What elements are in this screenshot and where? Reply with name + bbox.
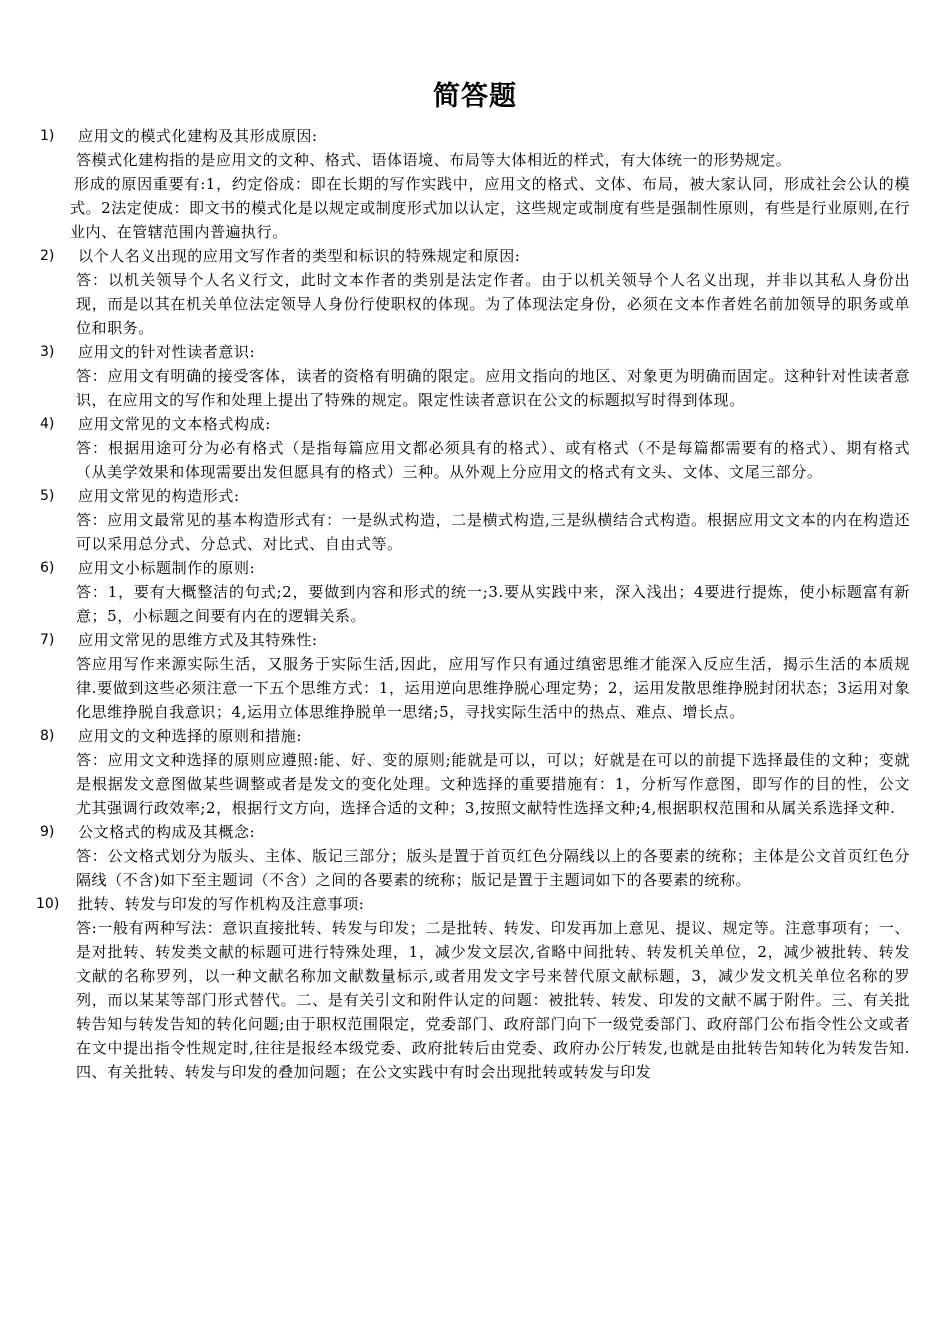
answer-block: [38, 916, 910, 1084]
qa-item: [38, 244, 910, 340]
question-line: [38, 820, 910, 844]
answer-block: [38, 364, 910, 412]
question-number: 9): [40, 824, 55, 840]
answer-paragraph: 答：应用文最常见的基本构造形式有：一是纵式构造，二是横式构造,三是纵横结合式构造。根据应用文文本的内在构造还可以采用总分式、分总式、对比式、自由式等。: [76, 511, 910, 553]
question-number: 7): [40, 632, 55, 648]
question-text: 应用文常见的构造形式:: [78, 487, 240, 505]
question-text: 应用文的针对性读者意识:: [78, 343, 256, 361]
question-number: 2): [40, 248, 55, 264]
question-number: 8): [40, 728, 55, 744]
answer-paragraph: 答：以机关领导个人名义行文，此时文本作者的类别是法定作者。由于以机关领导个人名义出现，并非以其私人身份出现，而是以其在机关单位法定领导人身份行使职权的体现。为了体现法定身份，必须在文本作者姓名前加领导的职务或单位和职务。: [76, 271, 910, 337]
question-line: [38, 244, 910, 268]
answer-block: [38, 508, 910, 556]
answer-block: [38, 580, 910, 628]
answer-paragraph: 答：1，要有大概整洁的句式;2，要做到内容和形式的统一;3.要从实践中来，深入浅出；4要进行提炼，使小标题富有新意；5，小标题之间要有内在的逻辑关系。: [76, 583, 910, 625]
qa-item: [38, 340, 910, 412]
question-number: 10): [36, 896, 60, 912]
qa-list: [38, 124, 910, 1084]
question-number: 4): [40, 416, 55, 432]
question-line: [38, 556, 910, 580]
question-line: [38, 724, 910, 748]
answer-paragraph: 答模式化建构指的是应用文的文种、格式、语体语境、布局等大体相近的样式，有大体统一的形势规定。: [76, 151, 792, 169]
question-line: [38, 892, 910, 916]
question-text: 以个人名义出现的应用文写作者的类型和标识的特殊规定和原因:: [78, 247, 521, 265]
question-text: 公文格式的构成及其概念:: [78, 823, 256, 841]
qa-item: [38, 556, 910, 628]
question-line: [38, 628, 910, 652]
answer-block: [38, 436, 910, 484]
question-text: 应用文的文种选择的原则和措施:: [78, 727, 303, 745]
qa-item: [38, 628, 910, 724]
question-number: 6): [40, 560, 55, 576]
qa-item: [38, 412, 910, 484]
answer-block: [38, 748, 910, 820]
question-line: [38, 484, 910, 508]
question-number: 1): [40, 128, 55, 144]
qa-item: [38, 892, 910, 1084]
question-text: 应用文常见的文本格式构成:: [78, 415, 271, 433]
page-title: 简答题: [433, 81, 517, 112]
question-text: 批转、转发与印发的写作机构及注意事项:: [78, 895, 365, 913]
answer-paragraph: 答：应用文文种选择的原则应遵照:能、好、变的原则;能就是可以，可以；好就是在可以的前提下选择最佳的文种；变就是根据发文意图做某些调整或者是发文的变化处理。文种选择的重要措施有：1，分析写作意图，即写作的目的性，公文尤其强调行政效率;2，根据行文方向，选择合适的文种；3,按照文献特性选择文种;4,根据职权范围和从属关系选择文种.: [76, 751, 910, 817]
answer-block: [38, 148, 910, 244]
answer-paragraph: 答应用写作来源实际生活，又服务于实际生活,因此，应用写作只有通过缜密思维才能深入反应生活，揭示生活的本质规律.要做到这些必须注意一下五个思维方式：1，运用逆向思维挣脱心理定势；2，运用发散思维挣脱封闭状态；3运用对象化思维挣脱自我意识；4,运用立体思维挣脱单一思绪;5，寻找实际生活中的热点、难点、增长点。: [76, 655, 910, 721]
answer-paragraph: 答:一般有两种写法：意识直接批转、转发与印发；二是批转、转发、印发再加上意见、提议、规定等。注意事项有；一、是对批转、转发类文献的标题可进行特殊处理，1，减少发文层次,省略中间批转、转发机关单位，2，减少被批转、转发文献的名称罗列，以一种文献名称加文献数量标示,或者用发文字号来替代原文献标题，3，减少发文机关单位名称的罗列，而以某某等部门形式替代。二、是有关引文和附件认定的问题：被批转、转发、印发的文献不属于附件。三、有关批转告知与转发告知的转化问题;由于职权范围限定，党委部门、政府部门向下一级党委部门、政府部门公布指令性公文或者在文中提出指令性规定时,往往是报经本级党委、政府批转后由党委、政府办公厅转发,也就是由批转告知转化为转发告知.四、有关批转、转发与印发的叠加问题；在公文实践中有时会出现批转或转发与印发: [76, 919, 910, 1081]
question-text: 应用文小标题制作的原则:: [78, 559, 256, 577]
qa-item: [38, 484, 910, 556]
answer-block: [38, 652, 910, 724]
question-number: 5): [40, 488, 55, 504]
qa-item: [38, 820, 910, 892]
question-text: 应用文的模式化建构及其形成原因:: [78, 127, 318, 145]
question-line: [38, 340, 910, 364]
qa-item: [38, 124, 910, 244]
answer-paragraph: 答：公文格式划分为版头、主体、版记三部分；版头是置于首页红色分隔线以上的各要素的统称；主体是公文首页红色分隔线（不含)如下至主题词（不含）之间的各要素的统称；版记是置于主题词如下的各要素的统称。: [76, 847, 910, 889]
question-number: 3): [40, 344, 55, 360]
answer-paragraph: 答：根据用途可分为必有格式（是指每篇应用文都必须具有的格式）、或有格式（不是每篇都需要有的格式）、期有格式（从美学效果和体现需要出发但愿具有的格式）三种。从外观上分应用文的格式有文头、文体、文尾三部分。: [76, 439, 910, 481]
answer-block: [38, 268, 910, 340]
question-line: [38, 124, 910, 148]
question-text: 应用文常见的思维方式及其特殊性:: [78, 631, 318, 649]
question-line: [38, 412, 910, 436]
answer-paragraph: 答：应用文有明确的接受客体，读者的资格有明确的限定。应用文指向的地区、对象更为明确而固定。这种针对性读者意识，在应用文的写作和处理上提出了特殊的规定。限定性读者意识在公文的标题拟写时得到体现。: [76, 367, 910, 409]
answer-paragraph: 形成的原因重要有:1，约定俗成：即在长期的写作实践中，应用文的格式、文体、布局，被大家认同，形成社会公认的模式。2法定使成：即文书的模式化是以规定或制度形式加以认定，这些规定或制度有些是强制性原则，有些是行业原则,在行业内、在管辖范围内普遍执行。: [70, 175, 910, 241]
answer-block: [38, 844, 910, 892]
qa-item: [38, 724, 910, 820]
